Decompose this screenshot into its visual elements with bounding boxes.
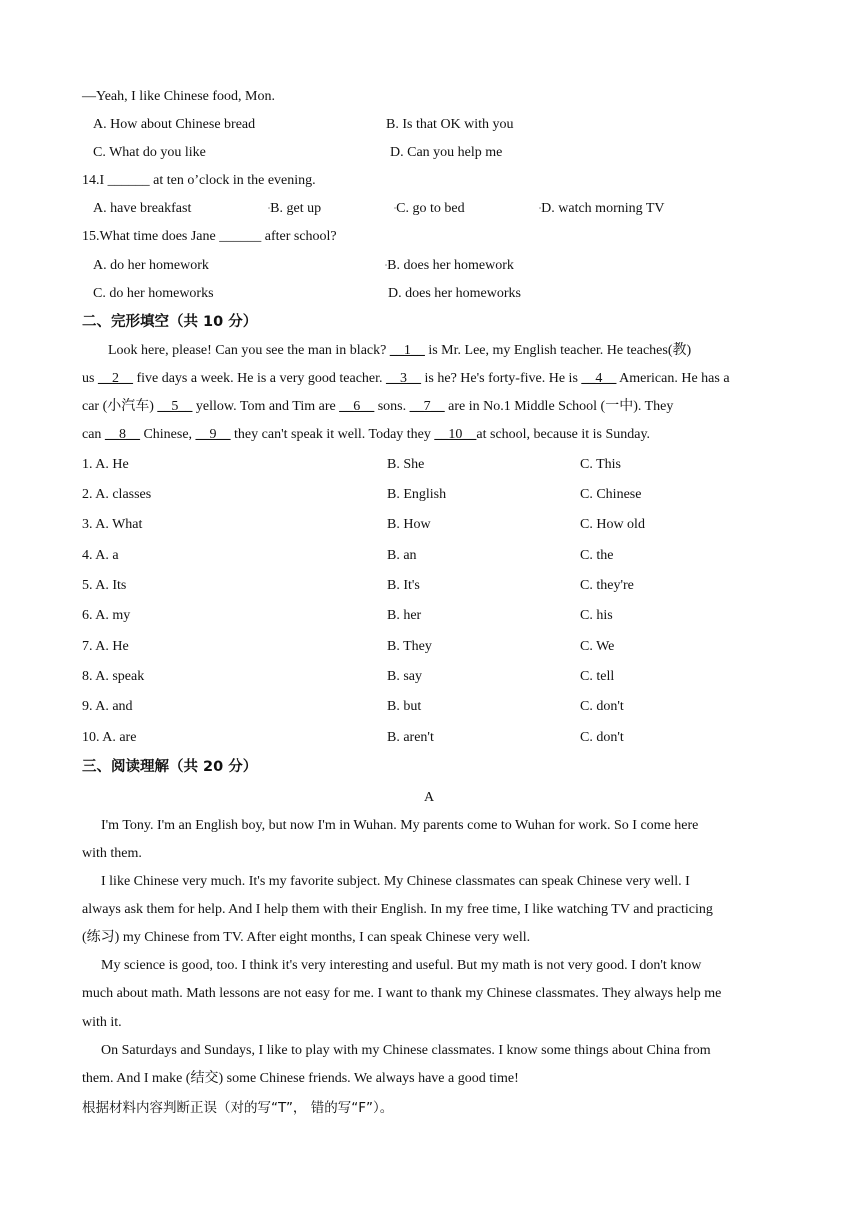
blank-4: __4__ — [581, 371, 617, 386]
cloze-option-c: C. This — [580, 457, 621, 472]
cloze-line-1: Look here, please! Can you see the man in black? __1__ is Mr. Lee, my English teacher. He teaches(教) — [108, 343, 692, 358]
cloze-option-c: C. We — [580, 639, 615, 654]
cloze-option-b: B. It's — [387, 578, 420, 593]
cloze-option-a: 1. A. He — [82, 457, 129, 472]
passage-line: On Saturdays and Sundays, I like to play with my Chinese classmates. I know some things about China from — [101, 1043, 711, 1058]
cloze-option-c: C. don't — [580, 730, 624, 745]
passage-line: I'm Tony. I'm an English boy, but now I'm in Wuhan. My parents come to Wuhan for work. So I come here — [101, 818, 699, 833]
passage-line: always ask them for help. And I help them with their English. In my free time, I like watching TV and practicing — [82, 902, 713, 917]
cloze-option-a: 9. A. and — [82, 699, 133, 714]
blank-10: __10__ — [434, 427, 477, 442]
cloze-option-c: C. tell — [580, 669, 615, 684]
cloze-option-a: 7. A. He — [82, 639, 129, 654]
blank-9: __9__ — [195, 427, 231, 442]
blank-8: __8__ — [104, 427, 140, 442]
q13-option-d: D. Can you help me — [390, 145, 503, 160]
cloze-line-3: car (小汽车) __5__ yellow. Tom and Tim are __6__ sons. __7__ are in No.1 Middle School (一中). They — [82, 399, 674, 414]
cloze-option-b: B. an — [387, 548, 417, 563]
passage-line: with it. — [82, 1015, 122, 1030]
blank-3: __3__ — [386, 371, 422, 386]
passage-line: My science is good, too. I think it's very interesting and useful. But my math is not very good. I don't know — [101, 958, 702, 973]
option-marker-icon: ▫ — [385, 263, 388, 269]
option-marker-icon: ▫ — [268, 206, 271, 212]
cloze-option-b: B. They — [387, 639, 432, 654]
cloze-option-c: C. they're — [580, 578, 634, 593]
cloze-option-b: B. but — [387, 699, 422, 714]
passage-line: with them. — [82, 846, 142, 861]
judgement-instruction: 根据材料内容判断正误（对的写“T”， 错的写“F”）。 — [82, 1100, 394, 1116]
cloze-option-c: C. the — [580, 548, 614, 563]
blank-5: __5__ — [157, 399, 193, 414]
reading-heading: 三、阅读理解（共 20 分） — [82, 759, 258, 775]
cloze-option-a: 4. A. a — [82, 548, 119, 563]
cloze-option-a: 3. A. What — [82, 517, 143, 532]
passage-label: A — [424, 790, 435, 805]
blank-1: __1__ — [389, 343, 425, 358]
q14-stem: 14.I ______ at ten o’clock in the evening. — [82, 173, 316, 188]
passage-line: (练习) my Chinese from TV. After eight months, I can speak Chinese very well. — [82, 930, 531, 945]
blank-7: __7__ — [409, 399, 445, 414]
cloze-option-b: B. say — [387, 669, 422, 684]
q15-option-a: A. do her homework — [93, 258, 209, 273]
cloze-option-a: 5. A. Its — [82, 578, 127, 593]
q14-option-a: A. have breakfast — [93, 201, 192, 216]
passage-line: them. And I make (结交) some Chinese friends. We always have a good time! — [82, 1071, 519, 1086]
dialog-line: —Yeah, I like Chinese food, Mon. — [82, 89, 276, 104]
blank-6: __6__ — [339, 399, 375, 414]
cloze-option-a: 2. A. classes — [82, 487, 152, 502]
passage-line: I like Chinese very much. It's my favorite subject. My Chinese classmates can speak Chinese very well. I — [101, 874, 690, 889]
cloze-option-a: 8. A. speak — [82, 669, 145, 684]
q15-option-b: ▫B. does her homework — [385, 258, 514, 273]
cloze-line-2: us __2__ five days a week. He is a very good teacher. __3__ is he? He's forty-five. He is __4__ American. He has a — [82, 371, 730, 386]
q14-option-b: ▫B. get up — [268, 201, 322, 216]
passage-line: much about math. Math lessons are not easy for me. I want to thank my Chinese classmates. They always help me — [82, 986, 722, 1001]
q14-option-d: ▫D. watch morning TV — [539, 201, 665, 216]
option-marker-icon: ▫ — [539, 206, 542, 212]
q15-stem: 15.What time does Jane ______ after school? — [82, 229, 337, 244]
cloze-option-b: B. She — [387, 457, 425, 472]
blank-2: __2__ — [97, 371, 133, 386]
cloze-heading: 二、完形填空（共 10 分） — [82, 314, 258, 330]
q13-option-c: C. What do you like — [93, 145, 206, 160]
option-marker-icon: ▫ — [394, 206, 397, 212]
cloze-option-a: 10. A. are — [82, 730, 137, 745]
cloze-option-a: 6. A. my — [82, 608, 131, 623]
q13-option-a: A. How about Chinese bread — [93, 117, 256, 132]
q14-option-c: ▫C. go to bed — [394, 201, 465, 216]
cloze-option-b: B. her — [387, 608, 422, 623]
q15-option-d: D. does her homeworks — [388, 286, 521, 301]
cloze-option-b: B. How — [387, 517, 431, 532]
cloze-option-b: B. English — [387, 487, 447, 502]
cloze-option-b: B. aren't — [387, 730, 434, 745]
cloze-option-c: C. Chinese — [580, 487, 642, 502]
cloze-option-c: C. don't — [580, 699, 624, 714]
cloze-option-c: C. How old — [580, 517, 645, 532]
cloze-line-4: can __8__ Chinese, __9__ they can't speak it well. Today they __10__at school, because it is Sunday. — [82, 427, 651, 442]
cloze-option-c: C. his — [580, 608, 613, 623]
q13-option-b: B. Is that OK with you — [386, 117, 514, 132]
q15-option-c: C. do her homeworks — [93, 286, 214, 301]
